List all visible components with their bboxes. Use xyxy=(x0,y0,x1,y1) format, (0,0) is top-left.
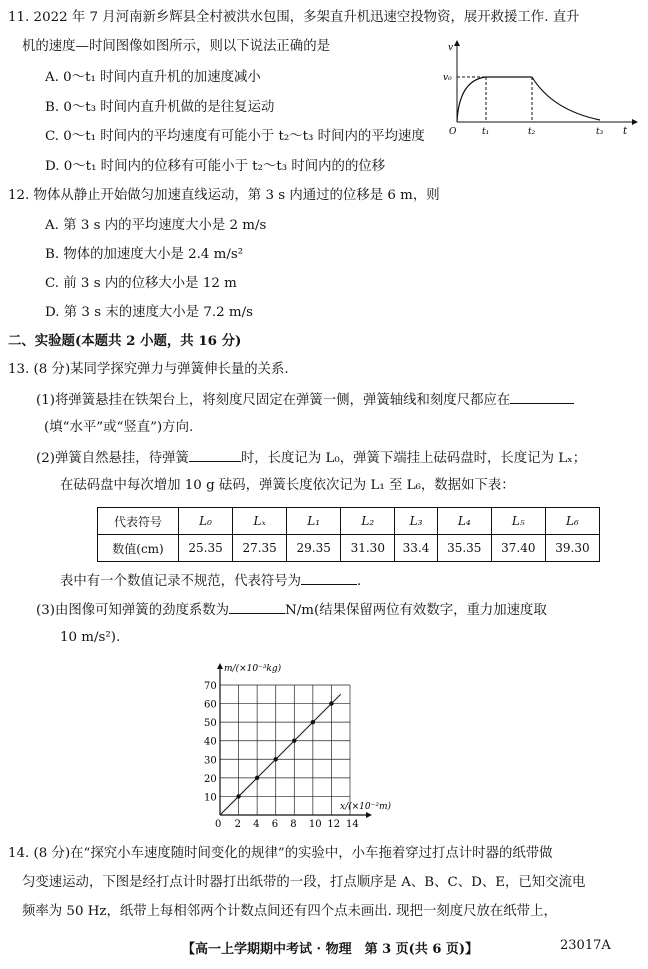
chart-x-axis-arrow xyxy=(366,812,372,818)
q13-part2-text-a: (2)弹簧自然悬挂，待弹簧 xyxy=(36,451,189,466)
q11-graph-v-arrow xyxy=(454,40,460,46)
chart-data-point xyxy=(311,720,315,724)
chart-y-axis-label: m/(×10⁻³kg) xyxy=(224,664,282,674)
q11-graph-t-arrow xyxy=(632,119,638,125)
table-cell: 33.4 xyxy=(395,535,437,562)
q12-option-d: D. 第 3 s 末的速度大小是 7.2 m/s xyxy=(45,305,253,320)
chart-x-axis-label: x/(×10⁻²m) xyxy=(340,802,392,812)
q11-option-c: C. 0～t₁ 时间内的平均速度有可能小于 t₂～t₃ 时间内的平均速度 xyxy=(45,129,425,144)
q13-part2-line1 xyxy=(36,447,586,469)
q13-stiffness-answer-blank[interactable] xyxy=(229,599,285,614)
chart-x-tick-label: 0 xyxy=(215,819,222,830)
q13-data-table xyxy=(97,507,600,562)
q14-stem-line3: 频率为 50 Hz，纸带上每相邻两个计数点间还有四个点未画出. 现把一刻度尺放在纸带上， xyxy=(22,904,557,919)
q12-option-c: C. 前 3 s 内的位移大小是 12 m xyxy=(45,276,237,291)
q13-part1-answer-blank[interactable] xyxy=(510,389,574,404)
chart-y-tick-label: 10 xyxy=(204,792,217,804)
q11-velocity-time-graph xyxy=(440,38,640,140)
table-cell: 35.35 xyxy=(437,535,491,562)
chart-y-tick-label: 20 xyxy=(204,773,217,785)
q12-option-a: A. 第 3 s 内的平均速度大小是 2 m/s xyxy=(45,218,267,233)
q12-stem: 12. 物体从静止开始做匀加速直线运动，第 3 s 内通过的位移是 6 m，则 xyxy=(8,188,440,203)
q12-option-b: B. 物体的加速度大小是 2.4 m/s² xyxy=(45,247,244,262)
chart-x-tick-label: 10 xyxy=(308,819,322,830)
q14-stem-line1: 14. (8 分)在“探究小车速度随时间变化的规律”的实验中，小车拖着穿过打点计时器的纸带做 xyxy=(8,846,553,861)
q13-part2-text-b: 时，长度记为 L₀，弹簧下端挂上砝码盘时，长度记为 Lₓ； xyxy=(240,451,587,466)
q11-graph-curve-fall xyxy=(532,77,600,120)
chart-x-tick-label: 4 xyxy=(253,819,260,830)
q13-part1-line2: (填“水平”或“竖直”)方向. xyxy=(44,420,194,435)
q14-stem-line2: 匀变速运动，下图是经打点计时器打出纸带的一段，打点顺序是 A、B、C、D、E，已知交流电 xyxy=(22,875,586,890)
q11-graph-t2-label: t₂ xyxy=(528,127,536,137)
chart-x-tick-label: 8 xyxy=(290,819,297,830)
q13-part3-line2: 10 m/s²). xyxy=(60,630,121,645)
chart-data-point xyxy=(236,794,240,798)
chart-y-tick-label: 70 xyxy=(204,681,217,692)
q13-part3-text-a: (3)由图像可知弹簧的劲度系数为 xyxy=(36,603,230,618)
table-cell: L₁ xyxy=(287,508,341,535)
chart-data-point xyxy=(329,701,333,705)
chart-y-tick-label: 40 xyxy=(204,736,217,748)
table-cell: L₅ xyxy=(491,508,545,535)
chart-data-point xyxy=(255,776,259,780)
page-footer: 【高一上学期期中考试 · 物理 第 3 页(共 6 页)】 xyxy=(182,942,479,957)
chart-data-point xyxy=(292,739,296,743)
exam-code: 23017A xyxy=(560,938,611,953)
q13-symbol-answer-blank[interactable] xyxy=(301,570,357,585)
table-cell: L₀ xyxy=(179,508,233,535)
q11-graph-t1-label: t₁ xyxy=(482,127,490,137)
q11-option-d: D. 0～t₁ 时间内的位移有可能小于 t₂～t₃ 时间内的的位移 xyxy=(45,159,386,174)
table-cell: 代表符号 xyxy=(98,508,179,535)
table-cell: L₃ xyxy=(395,508,437,535)
table-row-values xyxy=(98,535,600,562)
table-cell: 37.40 xyxy=(491,535,545,562)
q11-option-b: B. 0～t₃ 时间内直升机做的是往复运动 xyxy=(45,100,275,115)
q11-graph-v-label: v xyxy=(448,43,454,53)
q13-part2-line2: 在砝码盘中每次增加 10 g 砝码，弹簧长度依次记为 L₁ 至 L₆，数据如下表： xyxy=(60,478,515,493)
chart-data-point xyxy=(274,757,278,761)
q13-part1-line1 xyxy=(36,389,574,411)
chart-y-tick-label: 60 xyxy=(204,699,217,711)
table-cell: 39.30 xyxy=(545,535,599,562)
chart-y-tick-label: 30 xyxy=(204,755,217,767)
table-cell: L₆ xyxy=(545,508,599,535)
table-cell: 数值(cm) xyxy=(98,535,179,562)
table-cell: 25.35 xyxy=(179,535,233,562)
q13-part2-line3 xyxy=(60,570,361,592)
table-row-header xyxy=(98,508,600,535)
q11-graph-t-label: t xyxy=(623,126,628,137)
chart-x-tick-label: 12 xyxy=(327,819,341,830)
q13-period: . xyxy=(357,574,362,589)
table-cell: 27.35 xyxy=(233,535,287,562)
table-cell: 29.35 xyxy=(287,535,341,562)
q13-part1-text: (1)将弹簧悬挂在铁架台上，将刻度尺固定在弹簧一侧，弹簧轴线和刻度尺都应在 xyxy=(36,393,511,408)
table-cell: 31.30 xyxy=(341,535,395,562)
q11-stem-line1: 11. 2022 年 7 月河南新乡辉县全村被洪水包围，多架直升机迅速空投物资，展开救援工作. 直升 xyxy=(8,10,580,25)
q11-graph-curve-rise xyxy=(457,77,486,122)
chart-x-tick-label: 14 xyxy=(346,819,359,830)
chart-y-axis-arrow xyxy=(217,663,223,669)
q13-mass-extension-chart xyxy=(190,655,460,835)
table-cell: L₄ xyxy=(437,508,491,535)
q11-graph-v0-label: v₀ xyxy=(443,73,452,83)
q13-part3-text-b: N/m(结果保留两位有效数字，重力加速度取 xyxy=(285,603,547,618)
table-cell: L₂ xyxy=(341,508,395,535)
q11-option-a: A. 0～t₁ 时间内直升机的加速度减小 xyxy=(45,70,261,85)
chart-x-tick-label: 2 xyxy=(234,819,241,830)
section-heading-experiments: 二、实验题(本题共 2 小题，共 16 分) xyxy=(8,333,242,349)
q11-graph-t3-label: t₃ xyxy=(596,127,604,137)
q11-stem-line2: 机的速度—时间图像如图所示，则以下说法正确的是 xyxy=(22,39,330,54)
q13-part2-text-d: 表中有一个数值记录不规范，代表符号为 xyxy=(60,574,302,589)
q13-stem: 13. (8 分)某同学探究弹力与弹簧伸长量的关系. xyxy=(8,362,289,377)
table-cell: Lₓ xyxy=(233,508,287,535)
q13-part2-answer-blank[interactable] xyxy=(189,447,241,462)
chart-x-tick-label: 6 xyxy=(271,819,279,830)
q13-part3-line1 xyxy=(36,599,547,621)
chart-y-tick-label: 50 xyxy=(204,718,217,730)
q11-graph-origin-label: O xyxy=(449,127,457,137)
